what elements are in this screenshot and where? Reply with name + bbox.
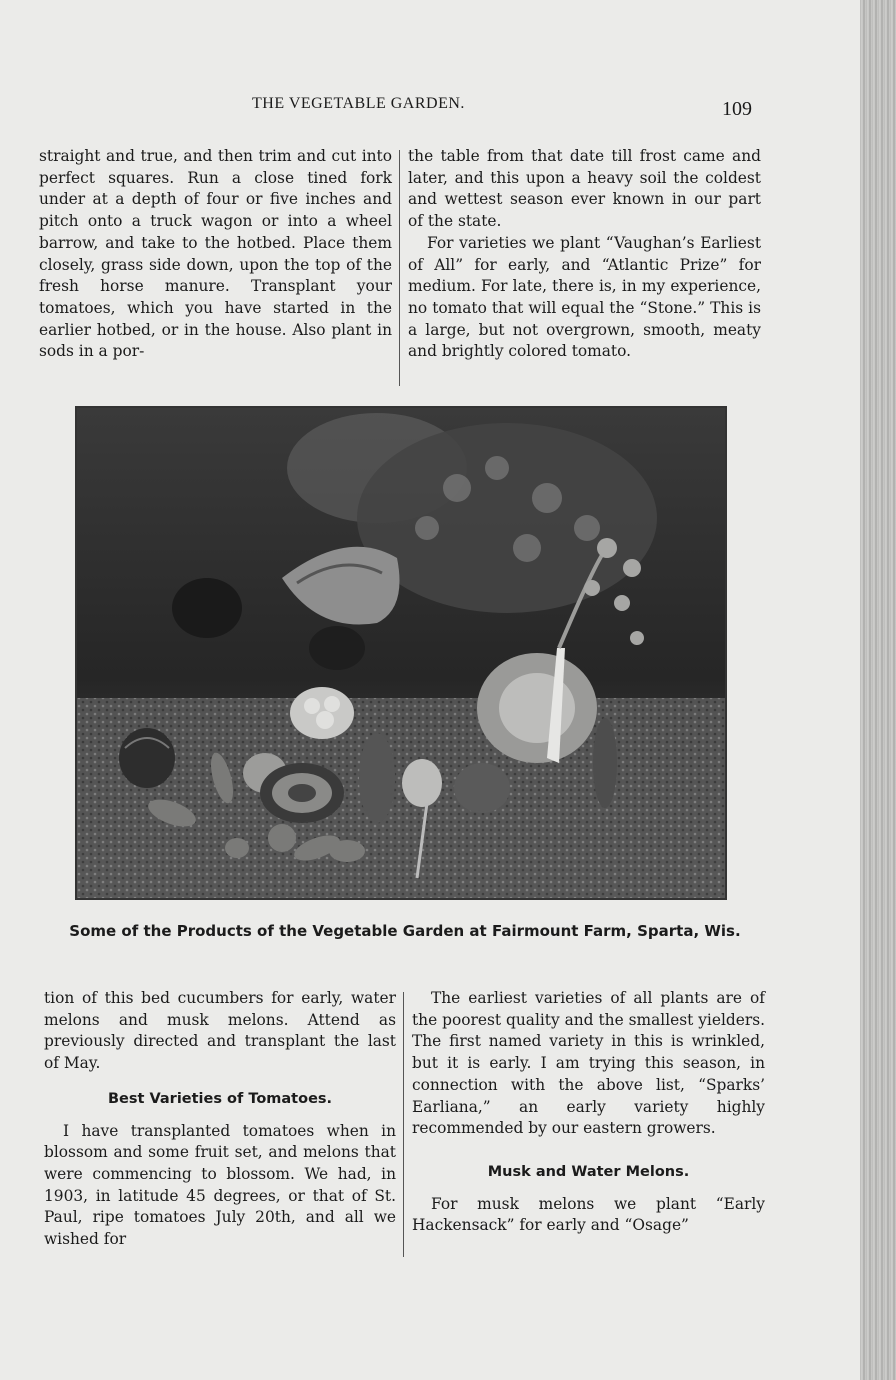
bottom-left-paragraph-1: tion of this bed cucumbers for early, water melons and musk melons. Attend as previously directed and transplant the last of May.	[44, 989, 396, 1073]
running-header: THE VEGETABLE GARDEN.	[252, 95, 465, 112]
top-right-paragraph-2: For varieties we plant “Vaughan’s Earliest of All” for early, and “Atlantic Prize” for medium. For late, there is, in my experience, no tomato that will equal the “Stone.” This is a large, but not overgrown, smooth, meaty and brightly colored tomato.	[408, 233, 761, 361]
section-heading-melons: Musk and Water Melons.	[487, 1163, 690, 1180]
bottom-right-paragraph-2: For musk melons we plant “Early Hackensack” for early and “Osage”	[412, 1194, 765, 1235]
bottom-left-column	[44, 988, 396, 1251]
column-divider-bottom	[403, 992, 404, 1257]
top-left-column	[39, 146, 392, 363]
column-divider-top	[399, 150, 400, 386]
bottom-right-column	[412, 988, 765, 1237]
section-heading-tomatoes: Best Varieties of Tomatoes.	[107, 1090, 333, 1107]
top-right-paragraph-1: the table from that date till frost came and later, and this upon a heavy soil the coldest and wettest season ever known in our part of the state.	[408, 147, 761, 231]
book-page-edges	[860, 0, 896, 1380]
bottom-right-paragraph-1: The earliest varieties of all plants are of the poorest quality and the smallest yielders. The first named variety in this is wrinkled, but it is early. I am trying this season, in connection with the above list, “Sparks’ Earliana,” an early variety highly recommended by our eastern growers.	[412, 989, 765, 1138]
page-number: 109	[722, 98, 752, 120]
top-right-column	[408, 146, 761, 363]
vegetable-photograph	[75, 406, 727, 900]
bottom-left-paragraph-2: I have transplanted tomatoes when in blossom and some fruit set, and melons that were commencing to blossom. We had, in 1903, in latitude 45 degrees, or that of St. Paul, ripe tomatoes July 20th, and all we wished for	[44, 1121, 396, 1249]
top-left-paragraph: straight and true, and then trim and cut into perfect squares. Run a close tined fork under at a depth of four or five inches and pitch onto a truck wagon or into a wheel barrow, and take to the hotbed. Place them closely, grass side down, upon the top of the fresh horse manure. Transplant your tomatoes, which you have started in the earlier hotbed, or in the house. Also plant in sods in a por-	[39, 147, 392, 361]
figure-caption: Some of the Products of the Vegetable Garden at Fairmount Farm, Sparta, Wis.	[69, 922, 741, 940]
